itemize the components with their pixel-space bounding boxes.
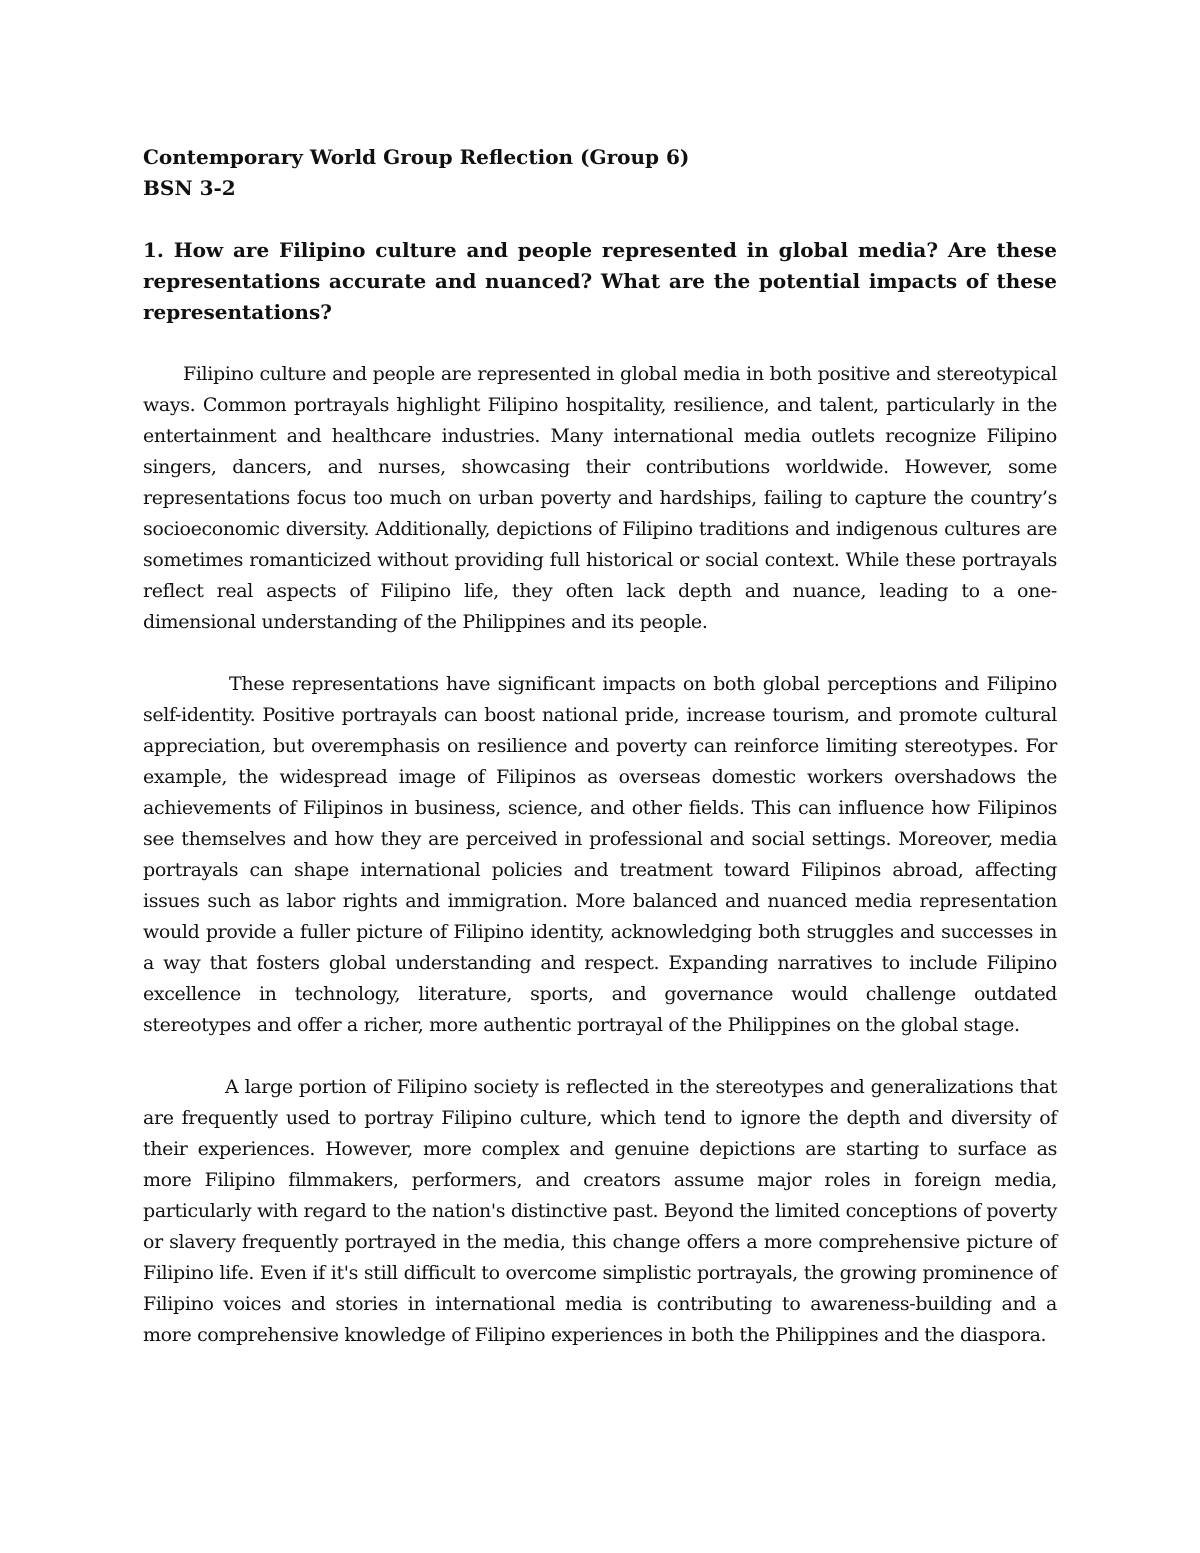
paragraph-1: Filipino culture and people are represented in global media in both positive and stereotypical ways. Common portrayals highlight Filipino hospitality, resilience, and talent, particularly in the entertainment and healthcare industries. Many international media outlets recognize Filipino singers, dancers, and nurses, showcasing their contributions worldwide. However, some representations focus too much on urban poverty and hardships, failing to capture the country’s socioeconomic diversity. Additionally, depictions of Filipino traditions and indigenous cultures are sometimes romanticized without providing full historical or social context. While these portrayals reflect real aspects of Filipino life, they often lack depth and nuance, leading to a one-dimensional understanding of the Philippines and its people. [143,363,1057,633]
document-title: Contemporary World Group Reflection (Group 6) [143,145,690,169]
course-section: BSN 3-2 [143,176,236,200]
question-prompt: 1. How are Filipino culture and people represented in global media? Are these representations accurate and nuanced? What are the potential impacts of these representations? [143,238,1057,324]
paragraph-3: A large portion of Filipino society is reflected in the stereotypes and generalizations that are frequently used to portray Filipino culture, which tend to ignore the depth and diversity of their experiences. However, more complex and genuine depictions are starting to surface as more Filipino filmmakers, performers, and creators assume major roles in foreign media, particularly with regard to the nation's distinctive past. Beyond the limited conceptions of poverty or slavery frequently portrayed in the media, this change offers a more comprehensive picture of Filipino life. Even if it's still difficult to overcome simplistic portrayals, the growing prominence of Filipino voices and stories in international media is contributing to awareness-building and a more comprehensive knowledge of Filipino experiences in both the Philippines and the diaspora. [143,1076,1057,1346]
paragraph-2: These representations have significant impacts on both global perceptions and Filipino self-identity. Positive portrayals can boost national pride, increase tourism, and promote cultural appreciation, but overemphasis on resilience and poverty can reinforce limiting stereotypes. For example, the widespread image of Filipinos as overseas domestic workers overshadows the achievements of Filipinos in business, science, and other fields. This can influence how Filipinos see themselves and how they are perceived in professional and social settings. Moreover, media portrayals can shape international policies and treatment toward Filipinos abroad, affecting issues such as labor rights and immigration. More balanced and nuanced media representation would provide a fuller picture of Filipino identity, acknowledging both struggles and successes in a way that fosters global understanding and respect. Expanding narratives to include Filipino excellence in technology, literature, sports, and governance would challenge outdated stereotypes and offer a richer, more authentic portrayal of the Philippines on the global stage. [143,673,1057,1036]
